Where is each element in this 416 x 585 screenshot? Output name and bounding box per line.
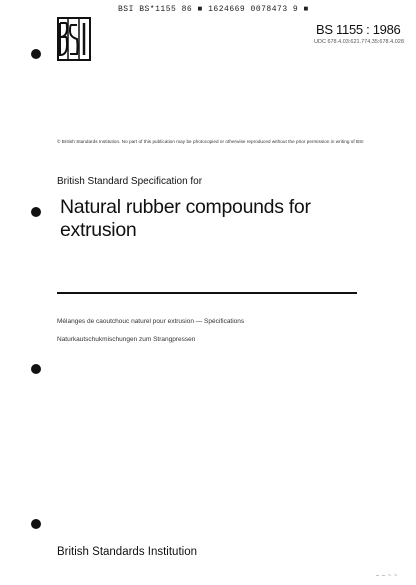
title-divider — [57, 292, 357, 294]
punch-hole-lower-middle — [31, 364, 41, 374]
document-subtitle: British Standard Specification for — [57, 176, 203, 187]
punch-hole-upper-middle — [31, 207, 41, 217]
punch-hole-top — [31, 49, 41, 59]
german-title: Naturkautschukmischungen zum Strangpressen — [57, 336, 196, 343]
bsi-logo — [57, 17, 91, 61]
scan-footer-marks: — — ~ ~ — [376, 573, 398, 579]
udc-code: UDC 678.4.03:621.774.35:678.4.028 — [314, 39, 404, 45]
standard-number: BS 1155 : 1986 — [316, 22, 401, 37]
publisher-name: British Standards Institution — [57, 546, 197, 558]
french-title: Mélanges de caoutchouc naturel pour extrusion — Spécifications — [57, 318, 245, 325]
punch-hole-bottom — [31, 519, 41, 529]
scan-header-line: BSI BS*1155 86 ■ 1624669 0078473 9 ■ — [118, 5, 309, 14]
document-title: Natural rubber compounds for extrusion — [60, 196, 311, 241]
copyright-notice: © British Standards Institution. No part of this publication may be photocopied or otherwise reproduced without the prior permission in writing of BSI — [57, 139, 364, 144]
